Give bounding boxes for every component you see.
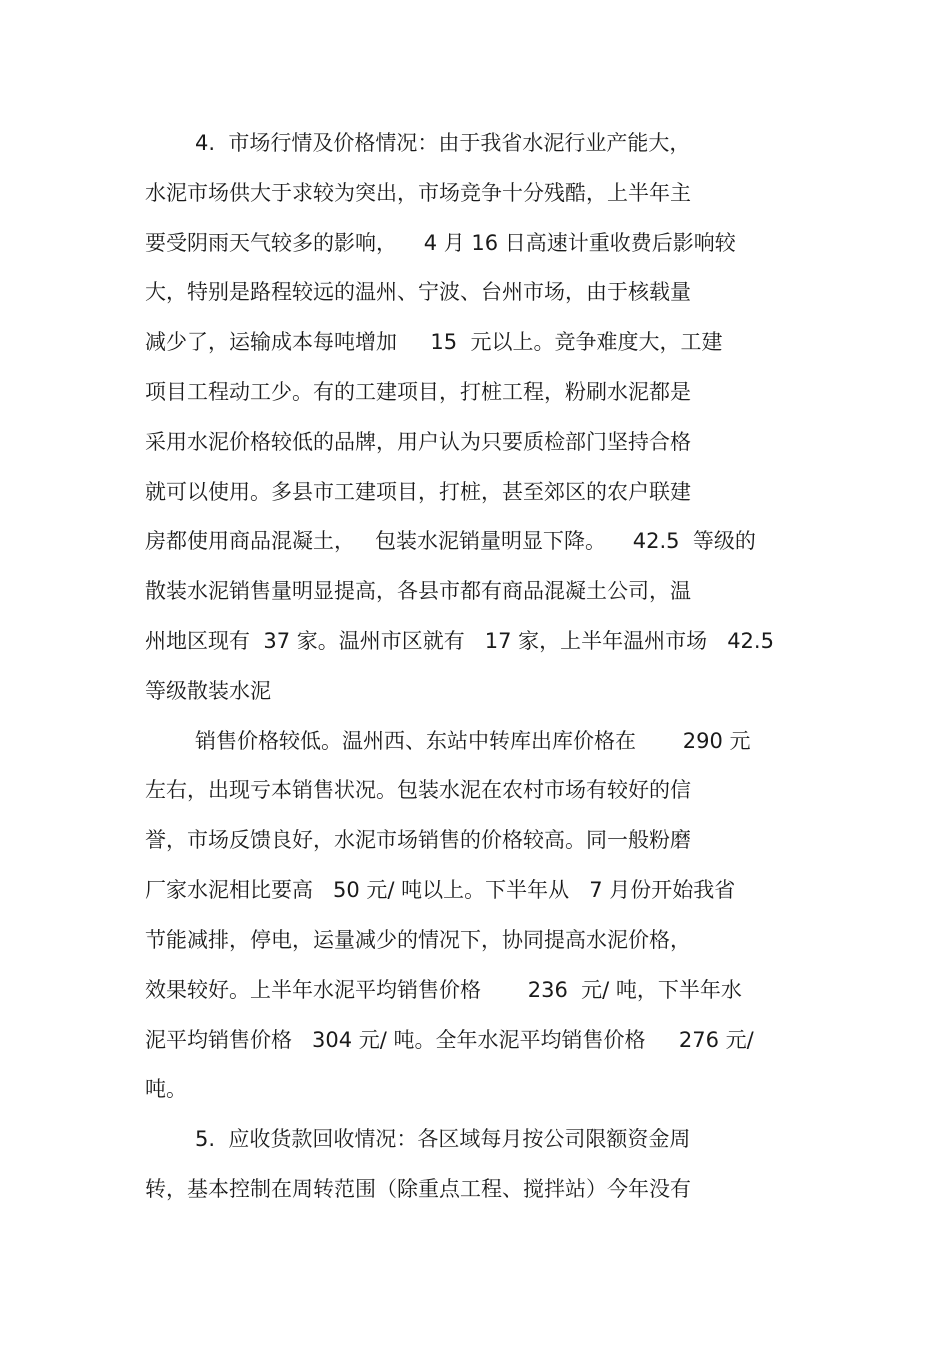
text-line: 效果较好。上半年水泥平均销售价格 236 元/ 吨，下半年水 <box>145 978 742 1002</box>
text-line: 左右，出现亏本销售状况。包装水泥在农村市场有较好的信 <box>145 778 691 802</box>
text-line: 房都使用商品混凝土， 包装水泥销量明显下降。 42.5 等级的 <box>145 529 756 553</box>
text-line: 转，基本控制在周转范围（除重点工程、搅拌站）今年没有 <box>145 1177 691 1201</box>
text-line: 厂家水泥相比要高 50 元/ 吨以上。下半年从 7 月份开始我省 <box>145 878 736 902</box>
text-line: 泥平均销售价格 304 元/ 吨。全年水泥平均销售价格 276 元/ <box>145 1028 754 1052</box>
text-line: 州地区现有 37 家。温州市区就有 17 家，上半年温州市场 42.5 <box>145 629 774 653</box>
text-line: 大，特别是路程较远的温州、宁波、台州市场，由于核载量 <box>145 280 691 304</box>
text-line: 节能减排，停电，运量减少的情况下，协同提高水泥价格， <box>145 928 691 952</box>
text-line: 散装水泥销售量明显提高，各县市都有商品混凝土公司，温 <box>145 579 691 603</box>
text-line: 誉，市场反馈良好，水泥市场销售的价格较高。同一般粉磨 <box>145 828 691 852</box>
text-line: 要受阴雨天气较多的影响， 4 月 16 日高速计重收费后影响较 <box>145 231 736 255</box>
text-line: 销售价格较低。温州西、东站中转库出库价格在 290 元 <box>195 729 751 753</box>
text-line: 水泥市场供大于求较为突出，市场竞争十分残酷，上半年主 <box>145 181 691 205</box>
text-line: 减少了，运输成本每吨增加 15 元以上。竞争难度大，工建 <box>145 330 723 354</box>
text-line: 采用水泥价格较低的品牌，用户认为只要质检部门坚持合格 <box>145 430 691 454</box>
text-line: 就可以使用。多县市工建项目，打桩，甚至郊区的农户联建 <box>145 480 691 504</box>
text-line: 4. 市场行情及价格情况：由于我省水泥行业产能大， <box>195 131 691 155</box>
text-line: 吨。 <box>145 1077 187 1101</box>
text-line: 等级散装水泥 <box>145 679 271 703</box>
text-line: 项目工程动工少。有的工建项目，打桩工程，粉刷水泥都是 <box>145 380 691 404</box>
text-line: 5. 应收货款回收情况：各区域每月按公司限额资金周 <box>195 1127 691 1151</box>
